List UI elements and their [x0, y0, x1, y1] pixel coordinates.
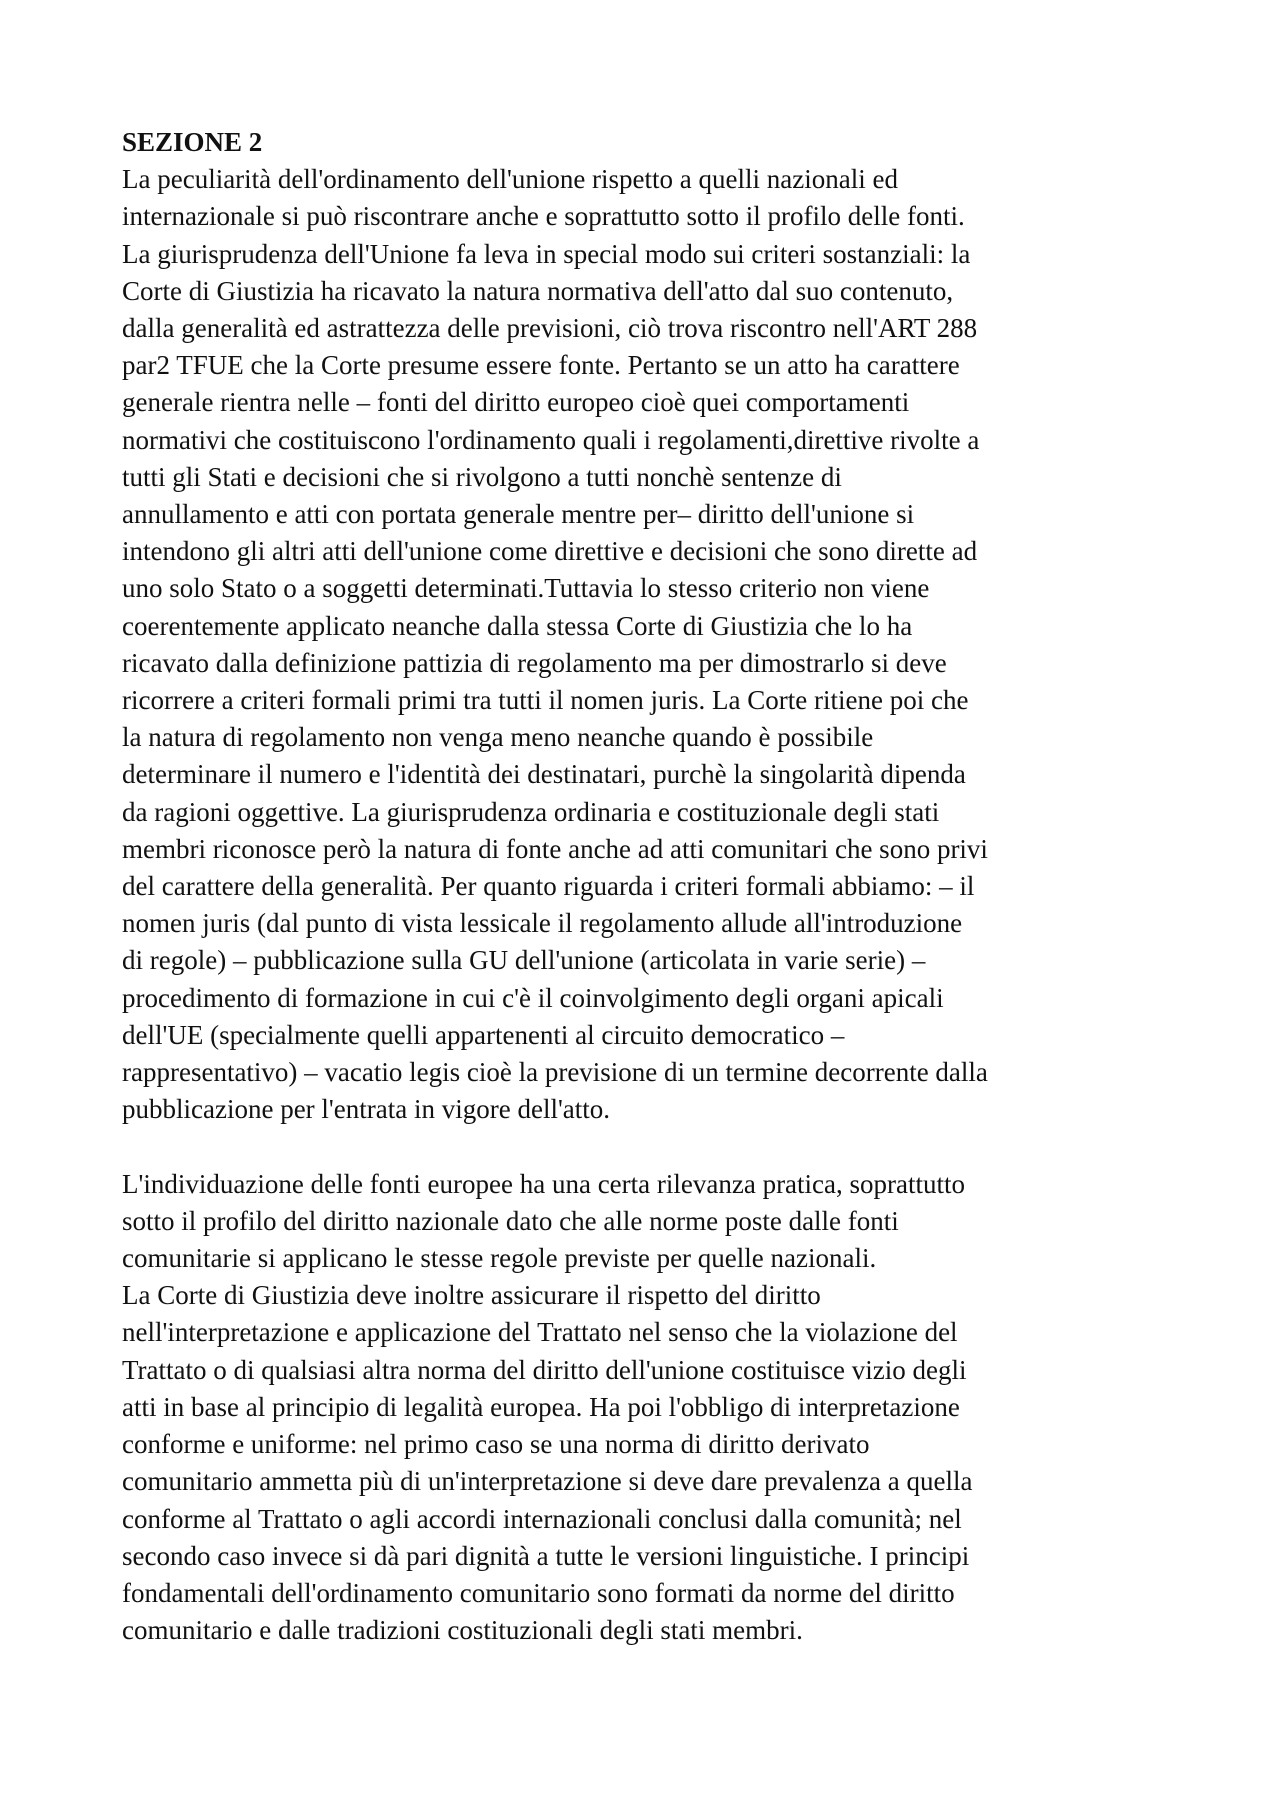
- paragraph-gap: [122, 1128, 1172, 1165]
- paragraph-2: L'individuazione delle fonti europee ha una certa rilevanza pratica, soprattutto sotto il profilo del diritto nazionale dato che alle norme poste dalle fonti comunitarie si applicano le stesse regole previste per quelle nazionali. La Corte di Giustizia deve inoltre assicurare il rispetto del diritto nell'interpretazione e applicazione del Trattato nel senso che la violazione del Trattato o di qualsiasi altra norma del diritto dell'unione costituisce vizio degli atti in base al principio di legalità europea. Ha poi l'obbligo di interpretazione conforme e uniforme: nel primo caso se una norma di diritto derivato comunitario ammetta più di un'interpretazione si deve dare prevalenza a quella conforme al Trattato o agli accordi internazionali conclusi dalla comunità; nel secondo caso invece si dà pari dignità a tutte le versioni linguistiche. I principi fondamentali dell'ordinamento comunitario sono formati da norme del diritto comunitario e dalle tradizioni costituzionali degli stati membri.: [122, 1168, 973, 1646]
- paragraph-1: La peculiarità dell'ordinamento dell'unione rispetto a quelli nazionali ed internazionale si può riscontrare anche e soprattutto sotto il profilo delle fonti. La giurisprudenza dell'Unione fa leva in special modo sui criteri sostanziali: la Corte di Giustizia ha ricavato la natura normativa dell'atto dal suo contenuto, dalla generalità ed astrattezza delle previsioni, ciò trova riscontro nell'ART 288 par2 TFUE che la Corte presume essere fonte. Pertanto se un atto ha carattere generale rientra nelle – fonti del diritto europeo cioè quei comportamenti normativi che costituiscono l'ordinamento quali i regolamenti,direttive rivolte a tutti gli Stati e decisioni che si rivolgono a tutti nonchè sentenze di annullamento e atti con portata generale mentre per– diritto dell'unione si intendono gli altri atti dell'unione come direttive e decisioni che sono dirette ad uno solo Stato o a soggetti determinati.Tuttavia lo stesso criterio non viene coerentemente applicato neanche dalla stessa Corte di Giustizia che lo ha ricavato dalla definizione pattizia di regolamento ma per dimostrarlo si deve ricorrere a criteri formali primi tra tutti il nomen juris. La Corte ritiene poi che la natura di regolamento non venga meno neanche quando è possibile determinare il numero e l'identità dei destinatari, purchè la singolarità dipenda da ragioni oggettive. La giurisprudenza ordinaria e costituzionale degli stati membri riconosce però la natura di fonte anche ad atti comunitari che sono privi del carattere della generalità. Per quanto riguarda i criteri formali abbiamo: – il nomen juris (dal punto di vista lessicale il regolamento allude all'introduzione di regole) – pubblicazione sulla GU dell'unione (articolata in varie serie) – procedimento di formazione in cui c'è il coinvolgimento degli organi apicali dell'UE (specialmente quelli appartenenti al circuito democratico – rappresentativo) – vacatio legis cioè la previsione di un termine decorrente dalla pubblicazione per l'entrata in vigore dell'atto.: [122, 164, 988, 1125]
- document-body: [122, 124, 1172, 1649]
- section-heading: SEZIONE 2: [122, 127, 263, 157]
